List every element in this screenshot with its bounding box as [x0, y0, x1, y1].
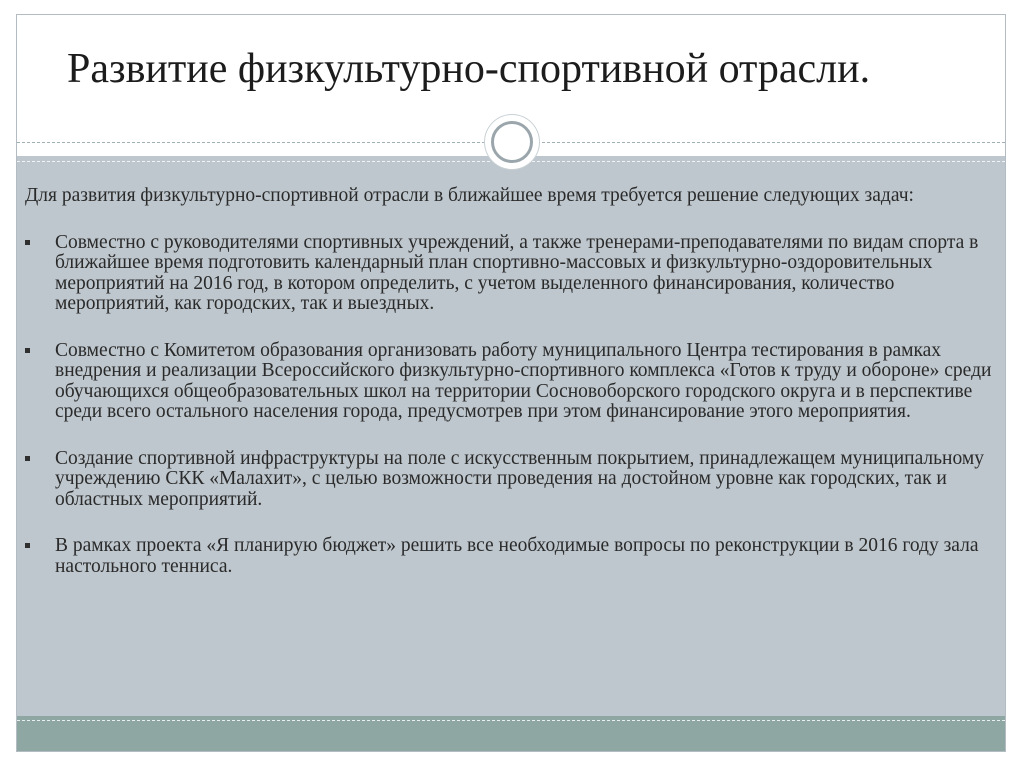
task-text: Создание спортивной инфраструктуры на поле с искусственным покрытием, принадлежащем муниципальному учреждению СКК «Малахит», с целью возможности проведения на достойном уровне как городских, так и областных мероприятий. [55, 447, 984, 510]
list-item [25, 341, 1003, 423]
task-text: Совместно с Комитетом образования организовать работу муниципального Центра тестирования в рамках внедрения и реализации Всероссийского физкультурно-спортивного комплекса «Готов к труду и обороне» среди обучающихся общеобразовательных школ на территории Сосновоборского городского округа и в перспективе среди всего остального населения города, предусмотрев при этом финансирование этого мероприятия. [55, 339, 992, 422]
slide-frame [16, 14, 1006, 752]
task-text: В рамках проекта «Я планирую бюджет» решить все необходимые вопросы по реконструкции в 2016 году зала настольного тенниса. [55, 535, 979, 577]
square-bullet-icon [25, 456, 30, 461]
square-bullet-icon [25, 543, 30, 548]
body-text [25, 186, 1003, 603]
ring-inner [491, 121, 533, 163]
list-item [25, 233, 1003, 315]
slide-title: Развитие физкультурно-спортивной отрасли. [67, 46, 871, 92]
footer-band [17, 716, 1005, 752]
task-text: Совместно с руководителями спортивных учреждений, а также тренерами-преподавателями по видам спорта в ближайшее время подготовить календарный план спортивно-массовых и физкультурно-оздоровительных мероприятий на 2016 год, в котором определить, с учетом выделенного финансирования, количество мероприятий, как городских, так и выездных. [55, 231, 979, 314]
content-area [17, 156, 1005, 716]
ring-icon [485, 115, 539, 169]
square-bullet-icon [25, 348, 30, 353]
task-list [25, 233, 1003, 578]
footer-dashed-line [17, 720, 1005, 721]
list-item [25, 449, 1003, 511]
intro-paragraph: Для развития физкультурно-спортивной отрасли в ближайшее время требуется решение следующих задач: [25, 185, 914, 206]
list-item [25, 536, 1003, 577]
square-bullet-icon [25, 240, 30, 245]
